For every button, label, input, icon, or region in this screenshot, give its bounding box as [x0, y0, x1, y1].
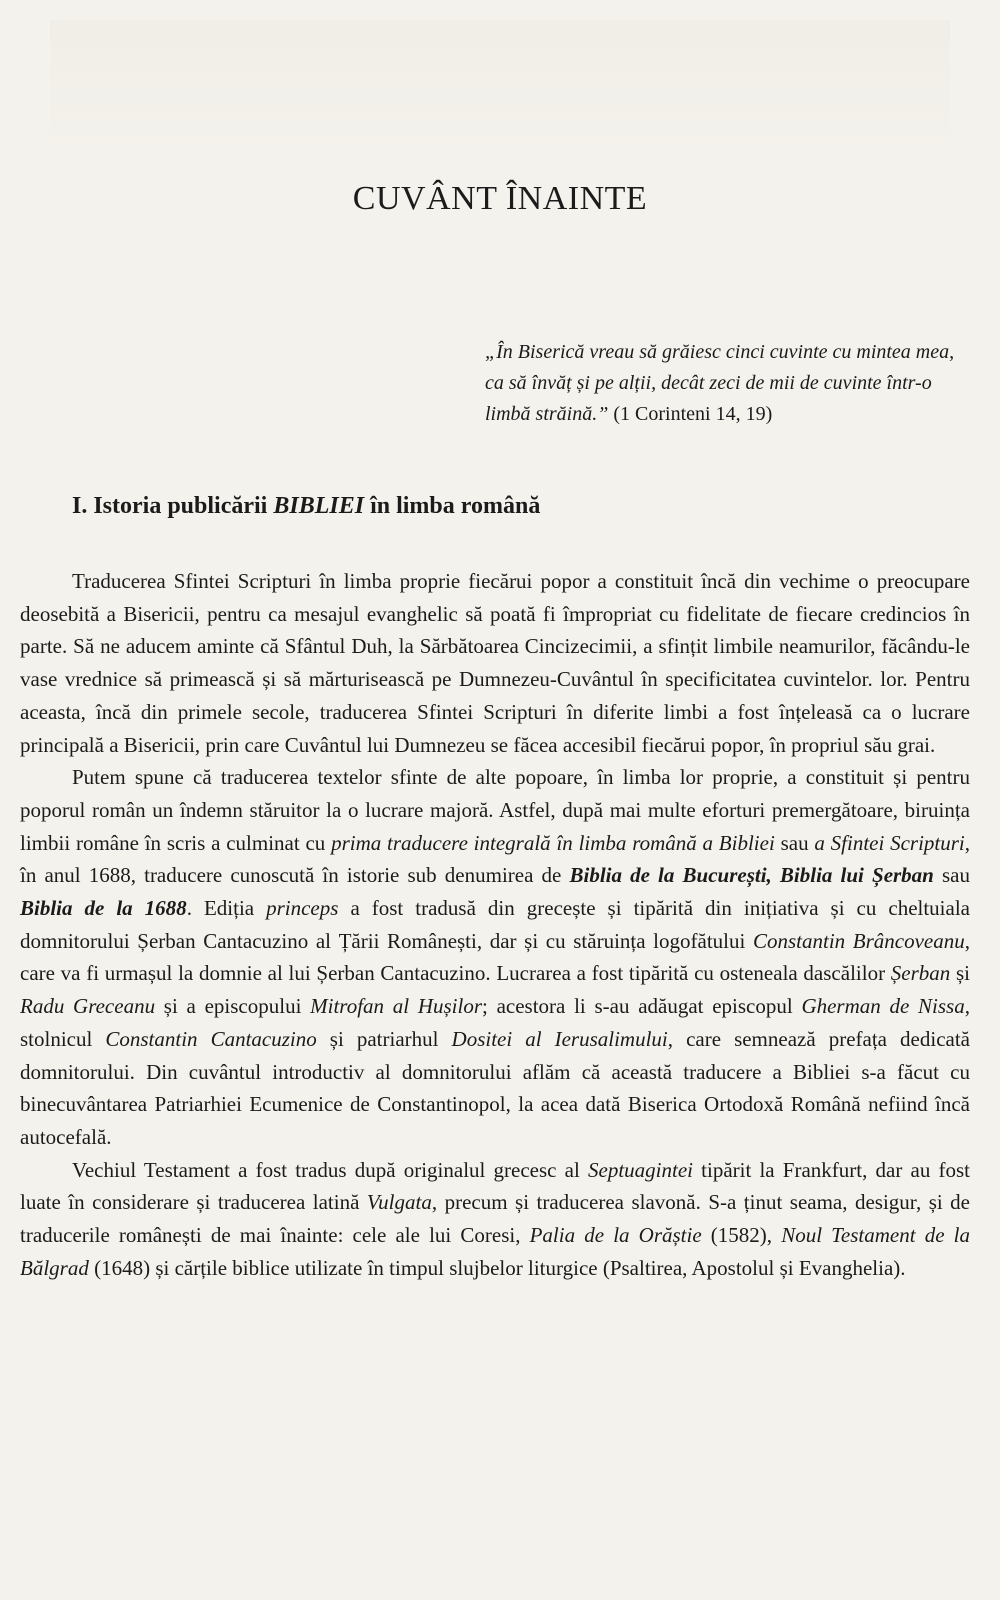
text-run: ; acestora li s-au adăugat episcopul [482, 994, 802, 1019]
text-run: (1648) și cărțile biblice utilizate în timpul slujbelor liturgice (Psaltirea, Apostolul și Evanghelia). [88, 1255, 906, 1280]
page-title: CUVÂNT ÎNAINTE [352, 180, 648, 217]
text-run: , care va fi urmașul la domnie al lui Șerban Cantacuzino. Lucrarea a fost tipărită cu osteneala dascălilor [20, 928, 970, 986]
section-heading-italic: BIBLIEI [273, 493, 365, 519]
text-run: , în anul 1688, traducere cunoscută în istorie sub denumirea de [20, 830, 971, 888]
text-run: Vechiul Testament a fost tradus după originalul grecesc al [72, 1157, 588, 1182]
italic-run: Septuagintei [588, 1157, 693, 1182]
italic-run: Palia de la Orăștie [529, 1223, 702, 1248]
italic-run: Șerban [890, 961, 951, 986]
italic-run: prima traducere integrală în limba română a Bibliei [331, 830, 775, 855]
italic-run: Radu Greceanu [20, 994, 156, 1019]
italic-run: princeps [266, 896, 339, 921]
italic-run: Vulgata [366, 1190, 432, 1215]
text-run: , precum și traducerea slavonă. S-a ținut seama, desigur, și de traducerile românești de mai înainte: cele ale lui Coresi, [20, 1190, 971, 1248]
text-run: Putem spune că traducerea textelor sfinte de alte popoare, în limba lor proprie, a constituit și pentru poporul român un îndemn stăruitor la o lucrare majoră. Astfel, după mai multe eforturi premergătoare, biruința limbii române în scris a culminat cu [20, 765, 970, 855]
epigraph-reference: (1 Corinteni 14, 19) [613, 403, 773, 425]
epigraph [485, 337, 975, 430]
section-heading-prefix: I. Istoria publicării [72, 493, 274, 519]
epigraph-text: „În Biserică vreau să grăiesc cinci cuvinte cu mintea mea, ca să învăț și pe alții, decât zeci de mii de cuvinte într-o limbă străină.” [485, 341, 955, 425]
italic-run: Noul Testament de la Bălgrad [20, 1223, 970, 1280]
body-text [20, 565, 970, 1284]
paragraph-1: Traducerea Sfintei Scripturi în limba proprie fiecărui popor a constituit încă din vechime o preocupare deosebită a Bisericii, pentru ca mesajul evanghelic să poată fi împropriat cu fidelitate de fiecare credincios în parte. Să ne aducem aminte că Sfântul Duh, la Sărbătoarea Cincizecimii, a sfințit limbile neamurilor, făcându-le vase vrednice să primească și să mărturisească pe Dumnezeu-Cuvântul în specificitatea cuvintelor. lor. Pentru aceasta, încă din primele secole, traducerea Sfintei Scripturi în diferite limbi a fost înțeleasă ca o lucrare principală a Bisericii, prin care Cuvântul lui Dumnezeu se făcea accesibil fiecărui popor, în propriul său grai. [20, 569, 970, 757]
text-run: sau [774, 830, 815, 855]
text-run: și a episcopului [155, 994, 311, 1019]
text-run: tipărit la Frankfurt, dar au fost luate în considerare și traducerea latină [20, 1157, 970, 1215]
italic-run: Mitrofan al Hușilor [310, 994, 483, 1019]
italic-run: Gherman de Nissa [801, 994, 965, 1019]
paragraph-3 [20, 1154, 970, 1285]
italic-run: Dositei al Ierusalimului [451, 1026, 668, 1051]
italic-run: Constantin Brâncoveanu [752, 928, 965, 953]
section-heading [72, 493, 540, 520]
italic-run: a Sfintei Scripturi [814, 830, 965, 855]
section-heading-suffix: în limba română [364, 493, 541, 519]
text-run: sau [933, 863, 970, 888]
bold-italic-run: Biblia de la București, Biblia lui Șerban [569, 863, 934, 888]
text-run: (1582), [701, 1223, 782, 1248]
bold-italic-run: Biblia de la 1688 [20, 896, 187, 921]
italic-run: Constantin Cantacuzino [105, 1026, 317, 1051]
bleed-through-shadow [50, 20, 950, 160]
text-run: , care semnează prefața dedicată domnitorului. Din cuvântul introductiv al domnitorului aflăm că această traducere a Bibliei s-a făcut cu binecuvântarea Patriarhiei Ecumenice de Constantinopol, la acea dată Biserica Ortodoxă Română nefiind încă autocefală. [20, 1026, 970, 1149]
paragraph-2 [20, 761, 970, 1153]
text-run: și [950, 961, 970, 986]
text-run: și patriarhul [316, 1026, 452, 1051]
text-run: . Ediția [186, 896, 267, 921]
text-run: a fost tradusă din grecește și tipărită din inițiativa și cu cheltuiala domnitorului Șerban Cantacuzino al Țării Românești, dar și cu stăruința logofătului [20, 896, 970, 953]
text-run: , stolnicul [20, 994, 970, 1051]
